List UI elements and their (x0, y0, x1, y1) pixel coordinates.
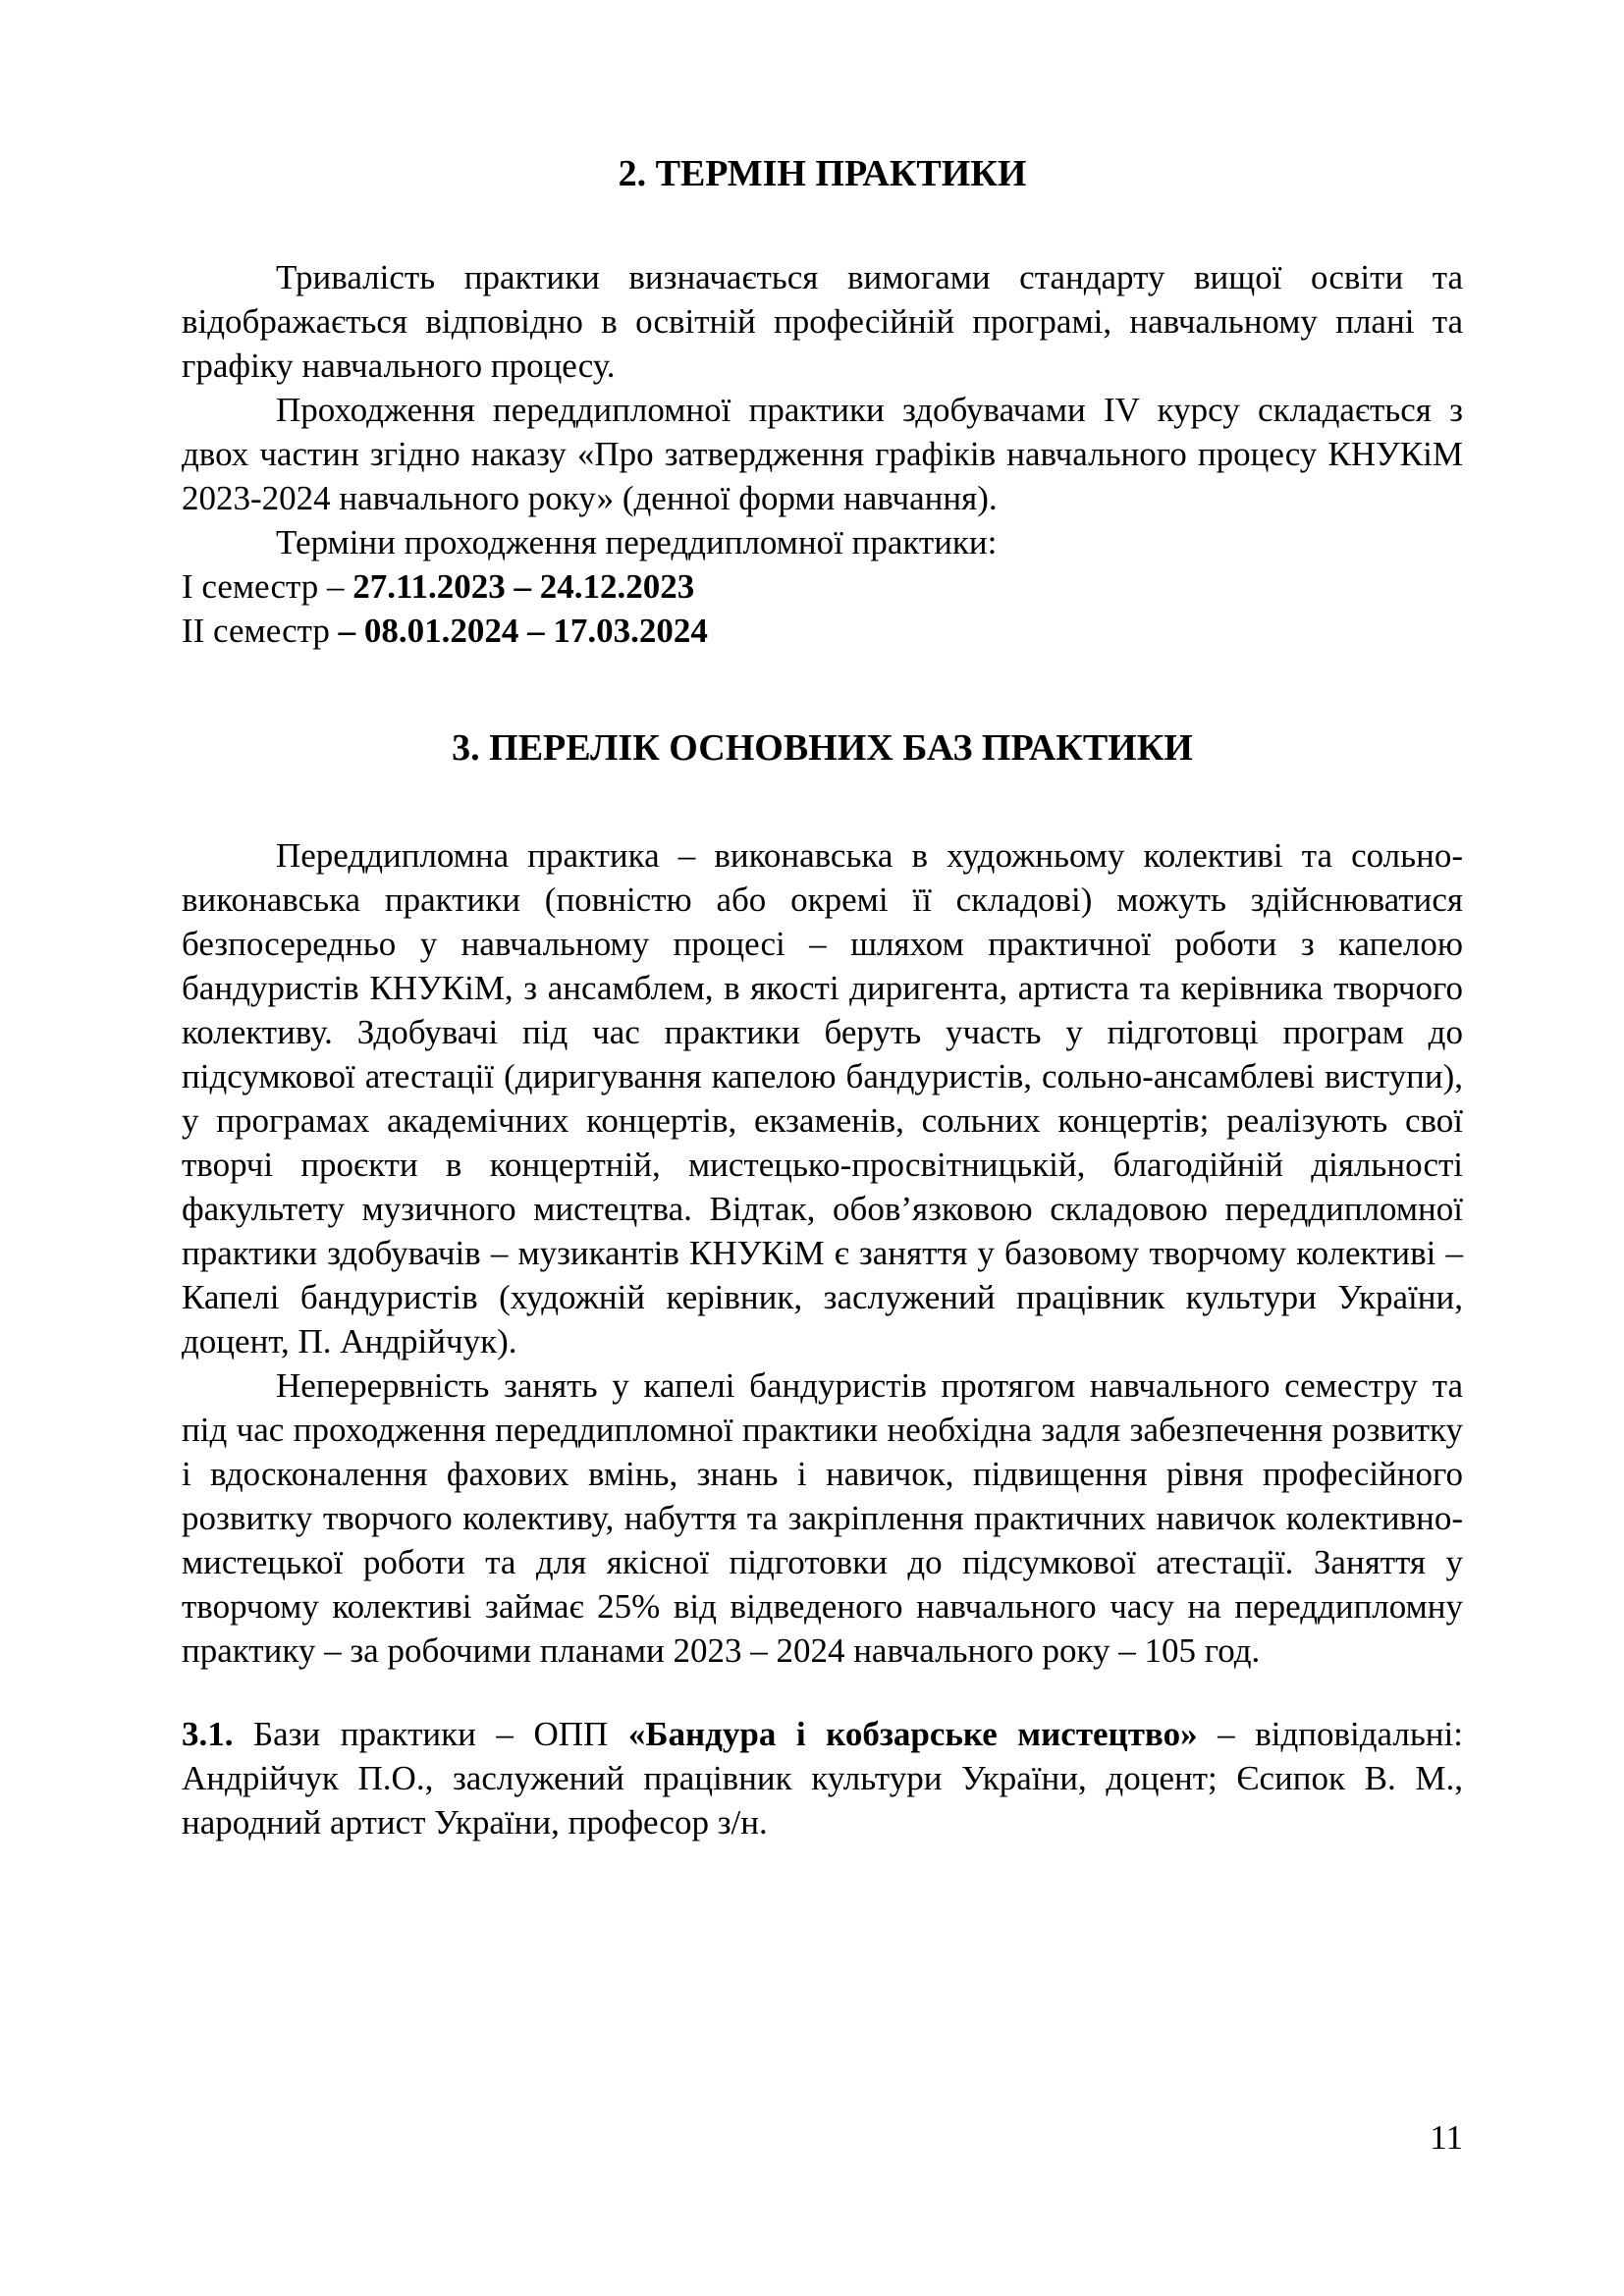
semester-2-label: ІІ семестр (182, 612, 339, 650)
bases-text-rest: – відповідальні: Андрійчук П.О., заслужений працівник культури України, доцент; Єсипок В. М., народний артист України, професор з/н. (182, 1715, 1463, 1842)
paragraph-practice-description: Переддипломна практика – виконавська в художньому колективі та сольно-виконавська практики (повністю або окремі її складові) можуть здійснюватися безпосередньо у навчальному процесі – шляхом практичної роботи з капелою бандуристів КНУКіМ, з ансамблем, в якості диригента, артиста та керівника творчого колективу. Здобувачі під час практики беруть участь у підготовці програм до підсумкової атестації (диригування капелою бандуристів, сольно-ансамблеві виступи), у програмах академічних концертів, екзаменів, сольних концертів; реалізують свої творчі проєкти в концертній, мистецько-просвітницькій, благодійній діяльності факультету музичного мистецтва. Відтак, обов’язковою складовою переддипломної практики здобувачів – музикантів КНУКіМ є заняття у базовому творчому колективі – Капелі бандуристів (художній керівник, заслужений працівник культури України, доцент, П. Андрійчук). (182, 836, 1463, 1361)
semester-2-line (182, 609, 1463, 653)
bases-clause-number: 3.1. (182, 1715, 234, 1753)
semester-2-period: – 08.01.2024 – 17.03.2024 (338, 612, 708, 650)
semester-1-period: 27.11.2023 – 24.12.2023 (352, 567, 695, 606)
page-number: 11 (1430, 2118, 1463, 2157)
semester-1-label: І семестр – (182, 567, 353, 606)
semester-1-line (182, 564, 1463, 609)
paragraph-practice-bases (182, 1712, 1463, 1844)
paragraph-terms-intro: Терміни проходження переддипломної практики: (276, 523, 998, 561)
section-2-heading: 2. ТЕРМІН ПРАКТИКИ (618, 153, 1027, 194)
bases-program-name: «Бандура і кобзарське мистецтво» (627, 1715, 1198, 1753)
paragraph-continuity: Неперервність занять у капелі бандуристів протягом навчального семестру та під час проходження переддипломної практики необхідна задля забезпечення розвитку і вдосконалення фахових вмінь, знань і навичок, підвищення рівня професійного розвитку творчого колективу, набуття та закріплення практичних навичок колективно-мистецької роботи та для якісної підготовки до підсумкової атестації. Заняття у творчому колективі займає 25% від відведеного навчального часу на переддипломну практику – за робочими планами 2023 – 2024 навчального року – 105 год. (182, 1366, 1463, 1670)
paragraph-practice-procedure: Проходження переддипломної практики здобувачами IV курсу складається з двох частин згідно наказу «Про затвердження графіків навчального процесу КНУКіМ 2023-2024 навчального року» (денної форми навчання). (182, 391, 1463, 517)
paragraph-practice-duration: Тривалість практики визначається вимогами стандарту вищої освіти та відображається відповідно в освітній професійній програмі, навчальному плані та графіку навчального процесу. (182, 258, 1463, 385)
bases-text-lead: Бази практики – ОПП (233, 1715, 628, 1753)
section-3-heading: 3. ПЕРЕЛІК ОСНОВНИХ БАЗ ПРАКТИКИ (452, 727, 1193, 769)
